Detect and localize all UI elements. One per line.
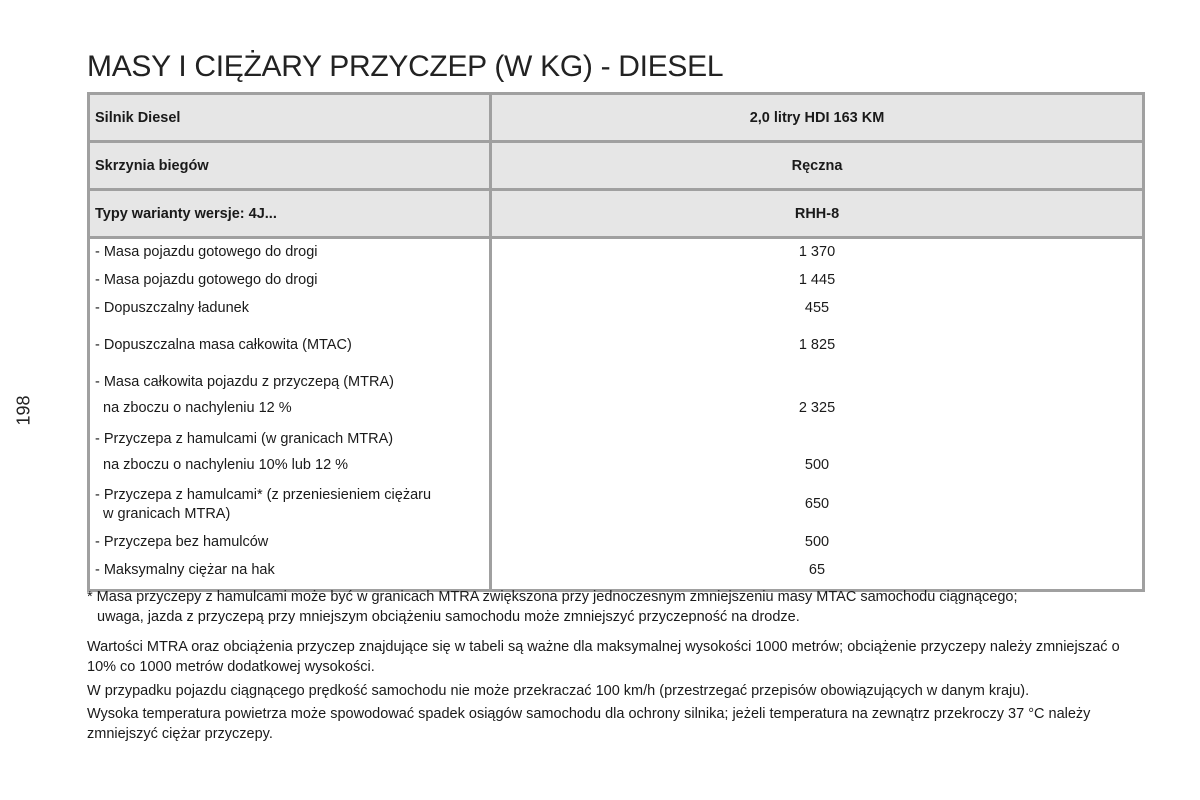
- table-row-label: - Masa pojazdu gotowego do drogi: [95, 244, 318, 260]
- table-row-label: - Maksymalny ciężar na hak: [95, 562, 275, 578]
- label-line: na zboczu o nachyleniu 12 %: [103, 400, 292, 416]
- table-row-value: 455: [804, 300, 830, 316]
- table-row-value: 1 445: [798, 272, 836, 288]
- label-column: [90, 239, 492, 589]
- table-row-label: - Przyczepa bez hamulców: [95, 534, 269, 550]
- table-row-label: [95, 373, 489, 430]
- footnote-line: * Masa przyczepy z hamulcami może być w granicach MTRA zwiększona przy jednoczesnym zmniejszeniu masy MTAC samochodu ciągnącego;: [87, 589, 1018, 605]
- table-row-label: - Dopuszczalna masa całkowita (MTAC): [95, 337, 352, 353]
- footnote-line: uwaga, jazda z przyczepą przy mniejszym obciążeniu samochodu może zmniejszyć przyczepność na drodze.: [97, 609, 800, 625]
- paragraph-altitude: Wartości MTRA oraz obciążenia przyczep znajdujące się w tabeli są ważne dla maksymalnej wysokości 1000 metrów; obciążenie przyczepy należy zmniejszać o 10% co 1000 metrów dodatkowej wysokości.: [87, 639, 1120, 675]
- label-line: - Przyczepa z hamulcami* (z przeniesieniem ciężaru: [95, 487, 432, 503]
- label-line: na zboczu o nachyleniu 10% lub 12 %: [103, 457, 349, 473]
- table-row-label: - Masa pojazdu gotowego do drogi: [95, 272, 318, 288]
- paragraph-temperature: Wysoka temperatura powietrza może spowodować spadek osiągów samochodu dla ochrony silnika; jeżeli temperatura na zewnątrz przekroczy 37 °C należy zmniejszyć ciężar przyczepy.: [87, 706, 1091, 742]
- header-value: Ręczna: [492, 143, 1142, 188]
- table-row-value: 500: [804, 457, 830, 473]
- header-row-gearbox: [90, 143, 1142, 191]
- table-row-value: 650: [804, 496, 830, 512]
- header-label: Skrzynia biegów: [90, 143, 492, 188]
- table-row-value: 1 825: [798, 337, 836, 353]
- paragraph-speed: W przypadku pojazdu ciągnącego prędkość samochodu nie może przekraczać 100 km/h (przestrzegać przepisów obowiązujących w danym kraju).: [87, 683, 1030, 699]
- header-value: RHH-8: [492, 191, 1142, 236]
- page-number: 198: [13, 395, 34, 426]
- table-row-value: 1 370: [798, 244, 836, 260]
- header-row-variants: [90, 191, 1142, 239]
- label-line: - Przyczepa z hamulcami (w granicach MTRA): [95, 431, 394, 447]
- table-body: [90, 239, 1142, 589]
- table-row-value: 65: [808, 562, 826, 578]
- header-row-engine: [90, 95, 1142, 143]
- table-row-label: [95, 430, 489, 486]
- table-footnote: [87, 587, 1147, 627]
- label-line: - Masa całkowita pojazdu z przyczepą (MTRA): [95, 374, 394, 390]
- table-row-label: [95, 486, 489, 533]
- trailer-weights-table: [87, 92, 1145, 592]
- table-row-value: 2 325: [798, 400, 836, 416]
- label-line: w granicach MTRA): [103, 506, 231, 522]
- header-value: 2,0 litry HDI 163 KM: [492, 95, 1142, 140]
- header-label: Silnik Diesel: [90, 95, 492, 140]
- table-row-value: 500: [804, 534, 830, 550]
- header-label: Typy warianty wersje: 4J...: [90, 191, 492, 236]
- table-row-label: - Dopuszczalny ładunek: [95, 300, 249, 316]
- value-column: [492, 239, 1142, 589]
- page-title: MASY I CIĘŻARY PRZYCZEP (W KG) - DIESEL: [87, 50, 724, 83]
